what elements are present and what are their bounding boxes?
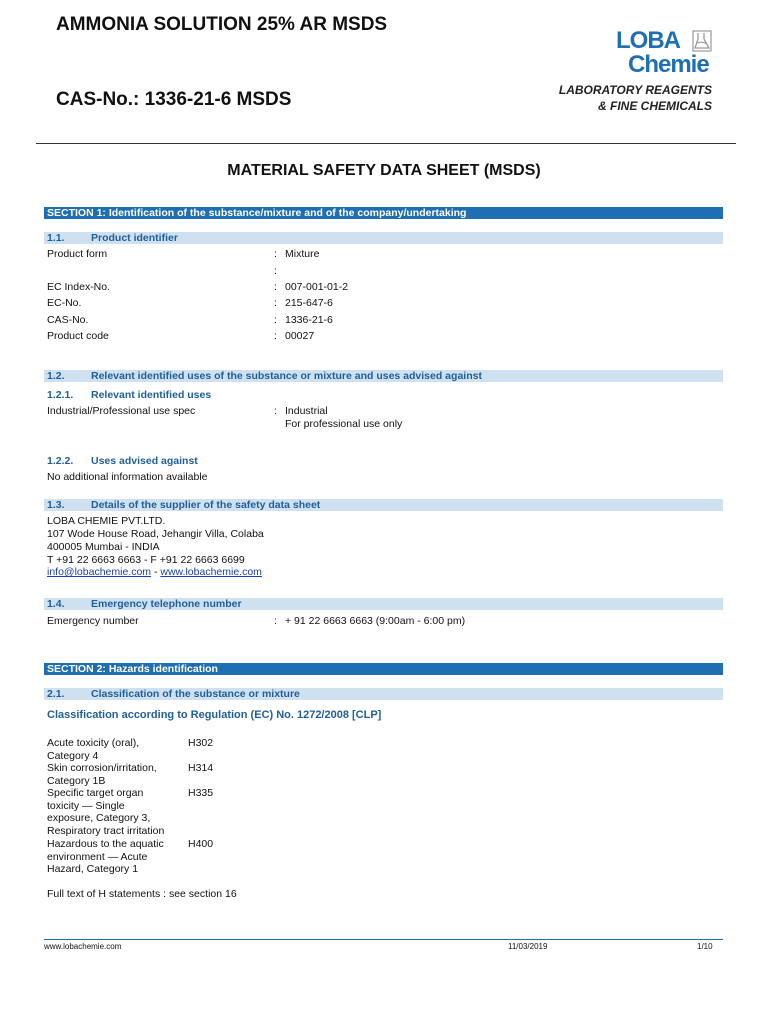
subsection-title: Uses advised against	[91, 455, 198, 467]
product-form-value: Mixture	[285, 248, 320, 260]
product-code-value: 00027	[285, 330, 315, 342]
hazard-class-line: Acute toxicity (oral),	[47, 737, 140, 749]
section-2-header: SECTION 2: Hazards identification	[44, 663, 723, 675]
flask-logo-icon	[692, 30, 712, 52]
subsection-title: Details of the supplier of the safety data sheet	[91, 499, 321, 511]
ec-index-label: EC Index-No.	[47, 281, 111, 293]
msds-title: MATERIAL SAFETY DATA SHEET (MSDS)	[227, 162, 541, 179]
subsection-number: 1.1.	[47, 232, 65, 244]
subsection-2-1-header	[44, 688, 723, 700]
colon: :	[274, 405, 277, 417]
hazard-class	[47, 737, 182, 762]
product-code-label: Product code	[47, 330, 109, 342]
colon: :	[274, 248, 277, 260]
h-statements-note: Full text of H statements : see section 16	[47, 888, 237, 900]
product-form-label: Product form	[47, 248, 108, 260]
supplier-email-link[interactable]: info@lobachemie.com	[47, 566, 152, 578]
subsection-number: 2.1.	[47, 688, 65, 700]
supplier-name: LOBA CHEMIE PVT.LTD.	[47, 515, 166, 527]
hazard-class-line: Hazardous to the aquatic	[47, 838, 164, 850]
use-spec-value: Industrial	[285, 405, 328, 417]
hazard-class-line: Category 1B	[47, 774, 106, 787]
logo-text-loba: LOBA	[616, 27, 680, 54]
subsection-1-1-header	[44, 232, 723, 244]
document-title: AMMONIA SOLUTION 25% AR MSDS	[56, 14, 388, 35]
subsection-number: 1.2.2.	[47, 455, 74, 467]
hazard-code: H400	[188, 838, 214, 850]
footer-page-number: 1/10	[697, 942, 713, 951]
link-separator: -	[151, 566, 161, 578]
cas-heading: CAS-No.: 1336-21-6 MSDS	[56, 89, 292, 110]
hazard-class-line: Category 4	[47, 749, 99, 762]
ec-no-label: EC-No.	[47, 297, 82, 309]
hazard-class-line: environment — Acute	[47, 850, 148, 863]
cas-no-label: CAS-No.	[47, 314, 89, 326]
supplier-address-line-2: 400005 Mumbai - INDIA	[47, 541, 160, 553]
loba-chemie-logo	[616, 28, 716, 80]
subsection-1-2-1-header	[47, 389, 212, 401]
hazard-class	[47, 838, 182, 876]
ec-index-value: 007-001-01-2	[285, 281, 349, 293]
subsection-number: 1.2.	[47, 370, 65, 382]
hazard-class-line: Skin corrosion/irritation,	[47, 762, 157, 774]
colon: :	[274, 314, 277, 326]
hazard-code: H302	[188, 737, 214, 749]
use-spec-label: Industrial/Professional use spec	[47, 405, 196, 417]
hazard-class-line: toxicity — Single	[47, 799, 125, 812]
colon: :	[274, 330, 277, 342]
hazard-class-line: exposure, Category 3,	[47, 812, 151, 824]
supplier-phone: T +91 22 6663 6663 - F +91 22 6663 6699	[47, 554, 245, 566]
cas-no-value: 1336-21-6	[285, 314, 333, 326]
colon: :	[274, 281, 277, 293]
subsection-number: 1.4.	[47, 598, 65, 610]
subsection-title: Emergency telephone number	[91, 598, 242, 610]
ec-no-value: 215-647-6	[285, 297, 333, 309]
footer-divider	[44, 939, 723, 940]
supplier-contact-links	[47, 566, 262, 579]
colon: :	[274, 297, 277, 309]
subsection-title: Relevant identified uses of the substance or mixture and uses advised against	[91, 370, 482, 382]
advised-against-text: No additional information available	[47, 471, 208, 483]
subsection-title: Relevant identified uses	[91, 389, 212, 401]
hazard-code: H335	[188, 787, 214, 799]
footer-website: www.lobachemie.com	[44, 942, 122, 951]
hazard-class-line: Specific target organ	[47, 787, 144, 799]
subsection-1-4-header	[44, 598, 723, 610]
supplier-website-link[interactable]: www.lobachemie.com	[160, 566, 262, 578]
colon: :	[274, 265, 277, 277]
hazard-class	[47, 787, 182, 837]
logo-text-chemie: Chemie	[628, 51, 709, 78]
subsection-number: 1.2.1.	[47, 389, 74, 401]
header-divider	[36, 143, 736, 144]
subsection-1-3-header	[44, 499, 723, 511]
hazard-class	[47, 762, 182, 787]
hazard-code: H314	[188, 762, 214, 774]
clp-classification-heading: Classification according to Regulation (EC) No. 1272/2008 [CLP]	[47, 709, 382, 721]
colon: :	[274, 615, 277, 627]
subsection-title: Classification of the substance or mixture	[91, 688, 300, 700]
subsection-number: 1.3.	[47, 499, 65, 511]
subsection-title: Product identifier	[91, 232, 178, 244]
footer-date: 11/03/2019	[508, 942, 548, 951]
hazard-class-line: Hazard, Category 1	[47, 863, 139, 875]
use-spec-value-2: For professional use only	[285, 418, 403, 430]
supplier-address-line-1: 107 Wode House Road, Jehangir Villa, Colaba	[47, 528, 264, 540]
emergency-number-label: Emergency number	[47, 615, 139, 627]
hazard-class-line: Respiratory tract irritation	[47, 824, 165, 837]
subsection-1-2-2-header	[47, 455, 198, 467]
tagline-fine-chemicals: & FINE CHEMICALS	[598, 99, 712, 113]
emergency-number-value: + 91 22 6663 6663 (9:00am - 6:00 pm)	[285, 615, 466, 627]
subsection-1-2-header	[44, 370, 723, 382]
tagline-laboratory-reagents: LABORATORY REAGENTS	[558, 83, 712, 97]
section-1-header: SECTION 1: Identification of the substance/mixture and of the company/undertaking	[44, 207, 723, 219]
